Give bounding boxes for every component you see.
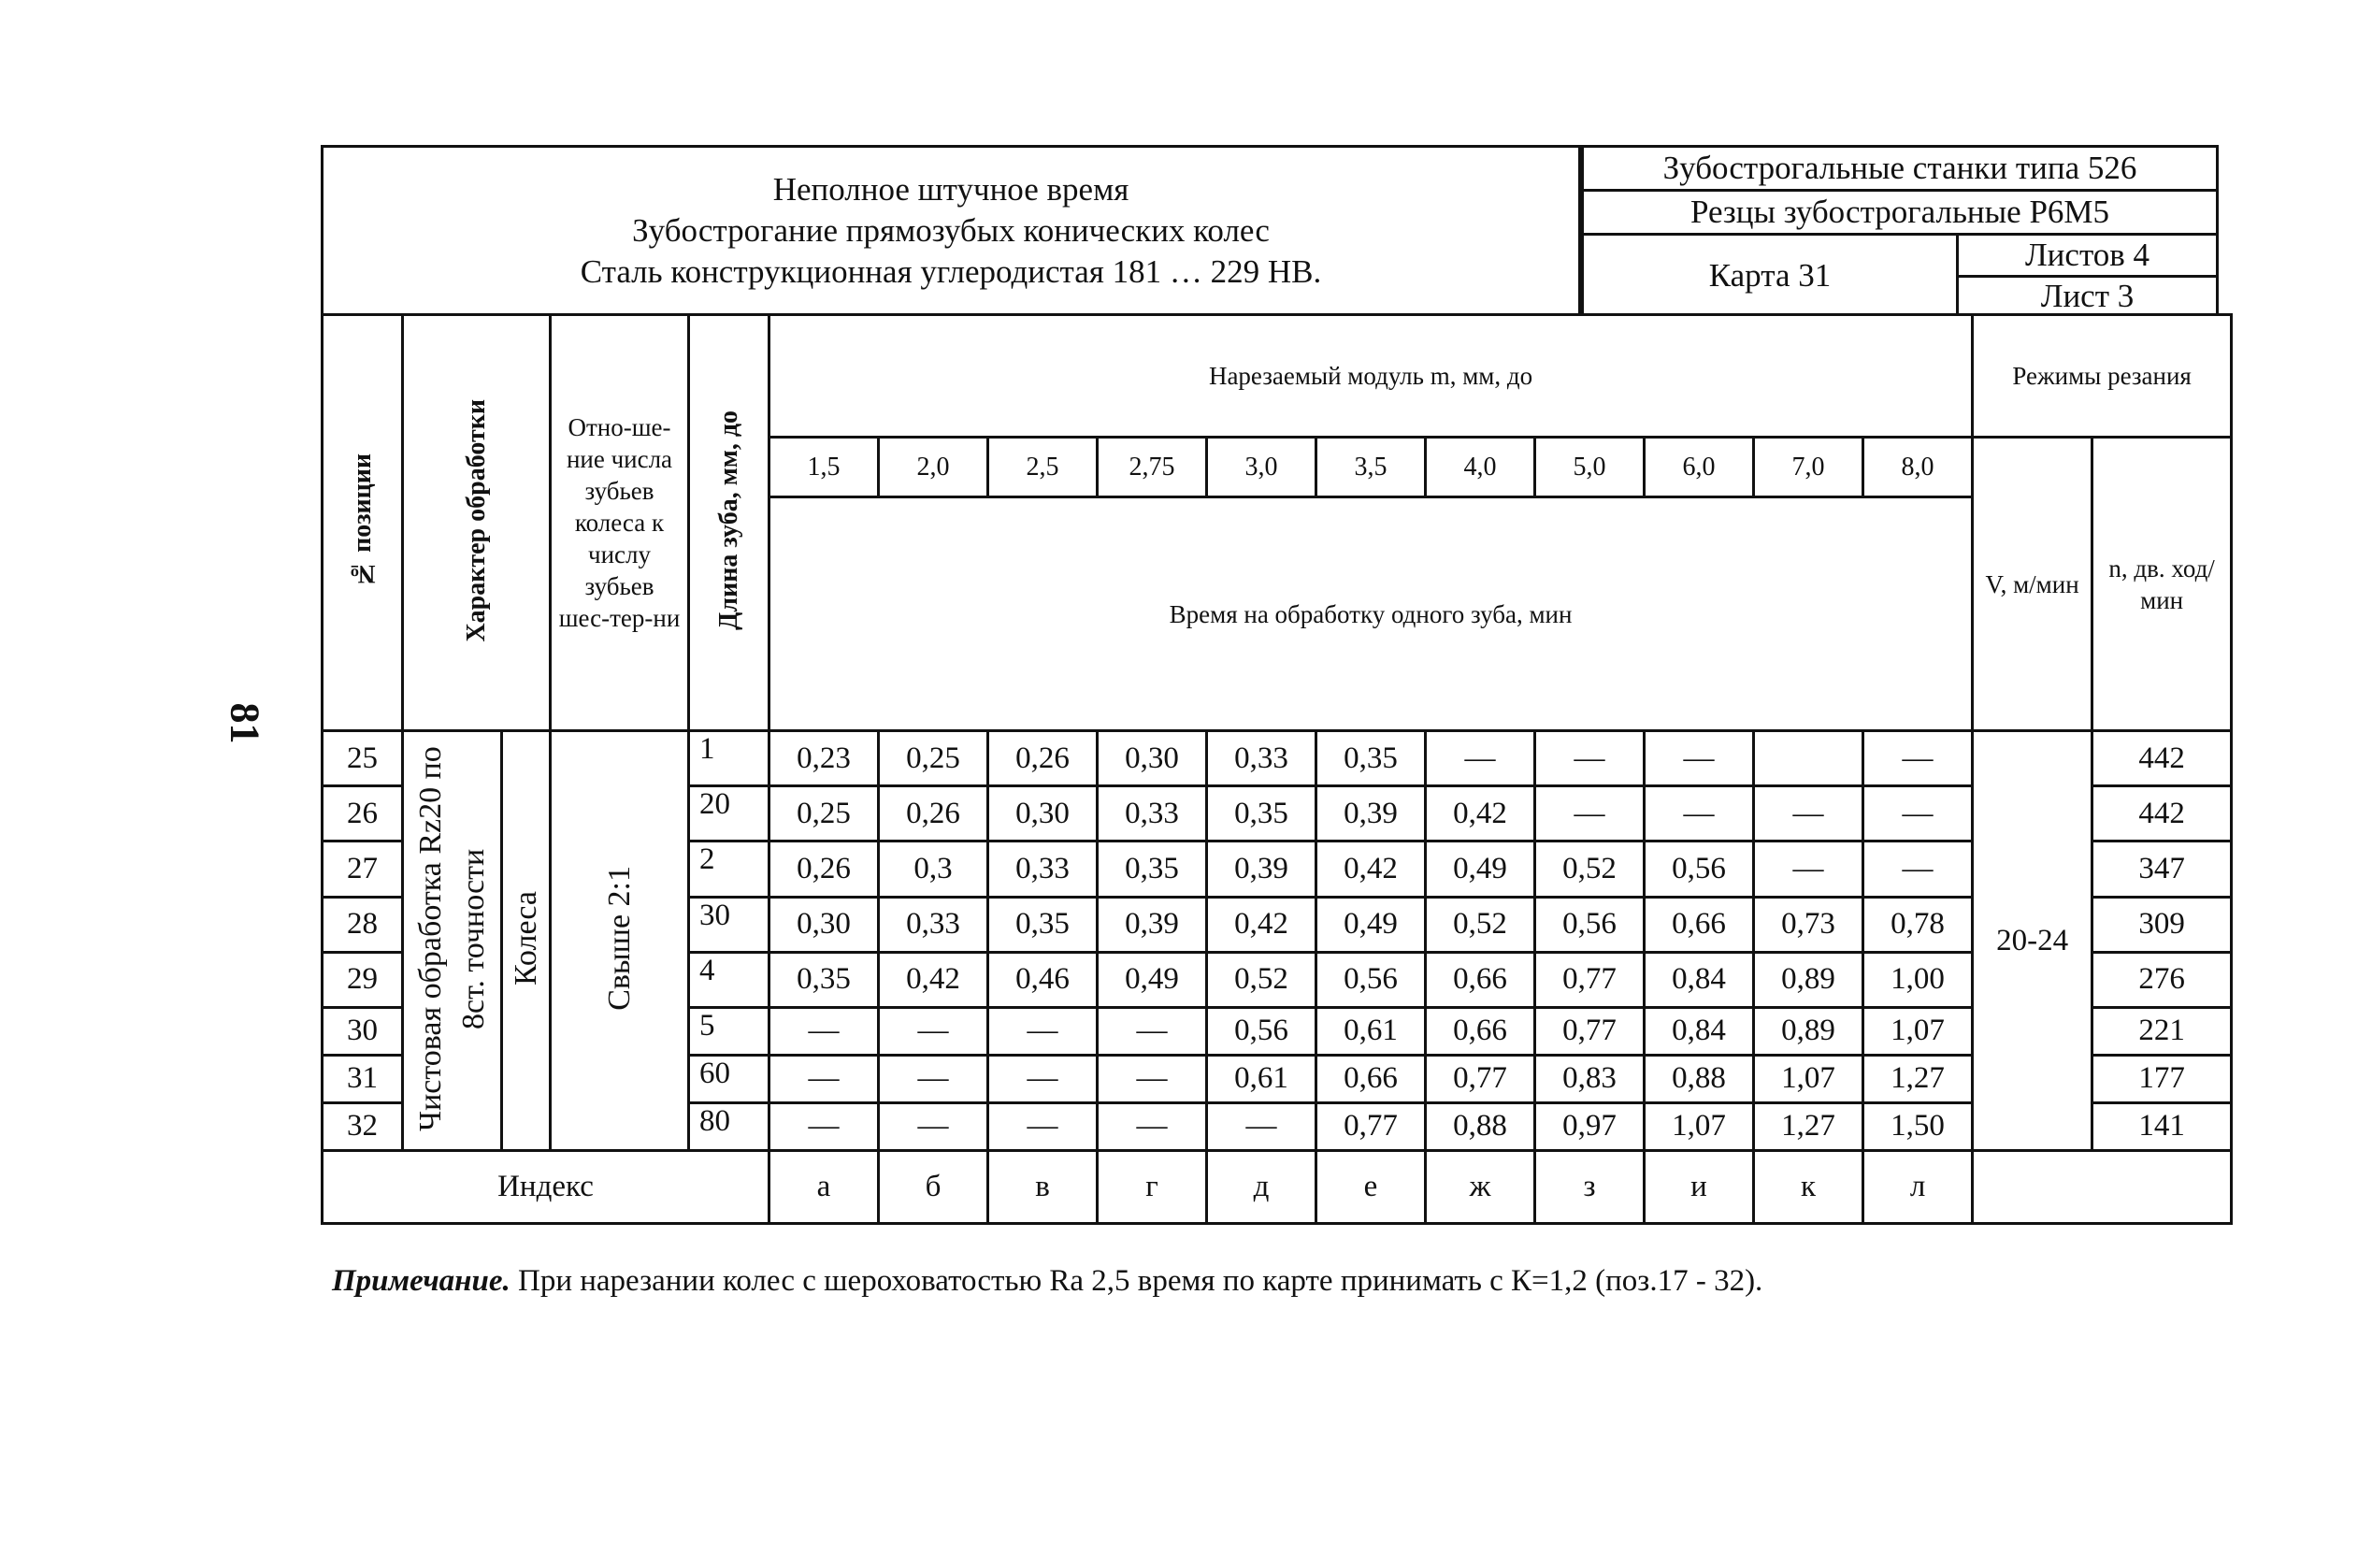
note-text: При нарезании колес с шероховатостью Ra 2,5 время по карте принимать с К=1,2 (поз.17 - 32). [510,1264,1763,1298]
time-value: 0,56 [1316,952,1426,1007]
module-value: 6,0 [1645,438,1754,497]
time-value: 0,77 [1426,1055,1535,1102]
time-value: — [1754,786,1863,842]
time-value: 0,30 [769,897,879,952]
col-strokes: n, дв. ход/мин [2092,438,2232,731]
col-position: № позиции [323,315,403,731]
time-value: 0,56 [1535,897,1645,952]
sheets-total: Листов 4 [1959,236,2216,278]
note [332,1264,1762,1299]
index-letter: и [1645,1151,1754,1224]
card-title [321,145,1581,313]
time-value: 0,46 [988,952,1098,1007]
tooth-length-cell: 60 [689,1055,769,1102]
index-letter: з [1535,1151,1645,1224]
time-value [1754,731,1863,786]
time-value: — [1098,1055,1207,1102]
module-header: Нарезаемый модуль m, мм, до [769,315,1973,438]
time-value: 1,07 [1754,1055,1863,1102]
tooth-length-cell: 4 [689,952,769,1007]
time-value: 0,61 [1207,1055,1316,1102]
strokes-cell: 221 [2092,1007,2232,1055]
time-value: — [1863,731,1973,786]
position-cell: 27 [323,842,403,897]
time-value: — [879,1055,988,1102]
time-value: 0,49 [1316,897,1426,952]
time-value: 0,25 [879,731,988,786]
position-cell: 29 [323,952,403,1007]
time-value: 0,30 [1098,731,1207,786]
time-value: 0,25 [769,786,879,842]
time-value: 1,07 [1863,1007,1973,1055]
time-value: 0,42 [1426,786,1535,842]
time-value: 0,33 [1207,731,1316,786]
time-value: 0,56 [1645,842,1754,897]
time-value: 0,83 [1535,1055,1645,1102]
time-header: Время на обработку одного зуба, мин [769,497,1973,731]
time-value: — [1754,842,1863,897]
module-value: 7,0 [1754,438,1863,497]
col-ratio: Отно-ше-ние числа зубьев колеса к числу зубьев шес-тер-ни [551,315,689,731]
table-row [323,731,2232,786]
title-line: Сталь конструкционная углеродистая 181 … 229 НВ. [580,252,1322,290]
index-label: Индекс [323,1151,769,1224]
processing-cell: Чистовая обработка Rz20 по 8ст. точности [403,731,502,1151]
time-value: 0,39 [1098,897,1207,952]
time-value: 1,00 [1863,952,1973,1007]
time-value: 0,35 [1316,731,1426,786]
module-value: 2,0 [879,438,988,497]
time-value: — [1863,842,1973,897]
time-value: 0,66 [1645,897,1754,952]
time-value: 1,07 [1645,1102,1754,1150]
index-blank [1973,1151,2232,1224]
col-tooth-length: Длина зуба, мм, до [689,315,769,731]
title-line: Неполное штучное время [772,170,1129,208]
time-value: — [1098,1007,1207,1055]
time-value: 0,77 [1316,1102,1426,1150]
time-value: 0,84 [1645,1007,1754,1055]
time-value: 0,89 [1754,1007,1863,1055]
tooth-length-cell: 2 [689,842,769,897]
position-cell: 28 [323,897,403,952]
time-value: 0,39 [1316,786,1426,842]
index-letter: д [1207,1151,1316,1224]
time-value: — [1207,1102,1316,1150]
time-value: 0,33 [879,897,988,952]
index-letter: а [769,1151,879,1224]
strokes-cell: 347 [2092,842,2232,897]
strokes-cell: 309 [2092,897,2232,952]
time-value: 0,49 [1426,842,1535,897]
time-value: 0,30 [988,786,1098,842]
time-value: 0,88 [1426,1102,1535,1150]
time-value: — [1863,786,1973,842]
card-number: Карта 31 [1584,236,1959,316]
time-value: 0,97 [1535,1102,1645,1150]
time-value: — [879,1007,988,1055]
strokes-cell: 177 [2092,1055,2232,1102]
time-value: 0,35 [1098,842,1207,897]
time-value: 0,73 [1754,897,1863,952]
time-value: 0,66 [1426,1007,1535,1055]
time-value: — [988,1102,1098,1150]
module-value: 2,5 [988,438,1098,497]
time-value: 0,88 [1645,1055,1754,1102]
time-value: 1,27 [1754,1102,1863,1150]
time-value: — [769,1102,879,1150]
time-norms-table [321,313,2233,1225]
tooth-length-cell: 5 [689,1007,769,1055]
module-value: 8,0 [1863,438,1973,497]
note-label: Примечание. [332,1264,510,1298]
time-value: 0,39 [1207,842,1316,897]
time-value: 0,26 [988,731,1098,786]
time-value: 0,77 [1535,1007,1645,1055]
index-letter: к [1754,1151,1863,1224]
time-value: 0,35 [988,897,1098,952]
tooth-length-cell: 80 [689,1102,769,1150]
module-value: 3,0 [1207,438,1316,497]
time-value: — [988,1055,1098,1102]
time-value: 0,56 [1207,1007,1316,1055]
time-value: 0,61 [1316,1007,1426,1055]
time-value: 0,84 [1645,952,1754,1007]
time-value: 0,49 [1098,952,1207,1007]
time-value: 0,77 [1535,952,1645,1007]
index-letter: ж [1426,1151,1535,1224]
tooth-length-cell: 1 [689,731,769,786]
time-value: 0,35 [1207,786,1316,842]
time-value: 0,26 [879,786,988,842]
position-cell: 25 [323,731,403,786]
strokes-cell: 141 [2092,1102,2232,1150]
index-letter: б [879,1151,988,1224]
time-value: — [1645,786,1754,842]
module-value: 1,5 [769,438,879,497]
time-value: — [769,1007,879,1055]
wheel-cell: Колеса [502,731,551,1151]
time-value: 0,78 [1863,897,1973,952]
time-value: — [1535,786,1645,842]
time-value: 0,42 [879,952,988,1007]
time-value: 0,52 [1207,952,1316,1007]
time-value: — [1645,731,1754,786]
time-value: 0,52 [1426,897,1535,952]
time-value: — [1426,731,1535,786]
time-value: 0,66 [1316,1055,1426,1102]
modes-header: Режимы резания [1973,315,2232,438]
module-value: 3,5 [1316,438,1426,497]
position-cell: 30 [323,1007,403,1055]
position-cell: 32 [323,1102,403,1150]
time-value: 1,27 [1863,1055,1973,1102]
time-value: 0,26 [769,842,879,897]
ratio-cell: Свыше 2:1 [551,731,689,1151]
index-letter: г [1098,1151,1207,1224]
time-value: — [879,1102,988,1150]
machines-label: Зубострогальные станки типа 526 [1584,148,2216,192]
strokes-cell: 442 [2092,731,2232,786]
time-value: 0,66 [1426,952,1535,1007]
index-letter: л [1863,1151,1973,1224]
cutters-label: Резцы зубострогальные Р6М5 [1584,192,2216,236]
page-number: 81 [222,702,268,744]
time-value: 0,23 [769,731,879,786]
position-cell: 31 [323,1055,403,1102]
time-value: 0,33 [988,842,1098,897]
time-value: 0,33 [1098,786,1207,842]
time-value: 0,42 [1316,842,1426,897]
module-value: 5,0 [1535,438,1645,497]
strokes-cell: 276 [2092,952,2232,1007]
module-value: 4,0 [1426,438,1535,497]
col-speed: V, м/мин [1973,438,2092,731]
module-value: 2,75 [1098,438,1207,497]
card-sheet [321,145,2219,1225]
time-value: 1,50 [1863,1102,1973,1150]
time-value: 0,35 [769,952,879,1007]
index-letter: е [1316,1151,1426,1224]
time-value: 0,3 [879,842,988,897]
tooth-length-cell: 30 [689,897,769,952]
time-value: — [769,1055,879,1102]
position-cell: 26 [323,786,403,842]
title-line: Зубострогание прямозубых конических колес [632,211,1270,249]
strokes-cell: 442 [2092,786,2232,842]
time-value: — [988,1007,1098,1055]
tooth-length-cell: 20 [689,786,769,842]
time-value: 0,52 [1535,842,1645,897]
index-letter: в [988,1151,1098,1224]
card-stamp [1581,145,2219,313]
time-value: 0,42 [1207,897,1316,952]
col-processing: Характер обработки [403,315,551,731]
time-value: — [1098,1102,1207,1150]
sheet-number: Лист 3 [2040,278,2135,315]
speed-cell: 20-24 [1973,731,2092,1151]
time-value: — [1535,731,1645,786]
time-value: 0,89 [1754,952,1863,1007]
